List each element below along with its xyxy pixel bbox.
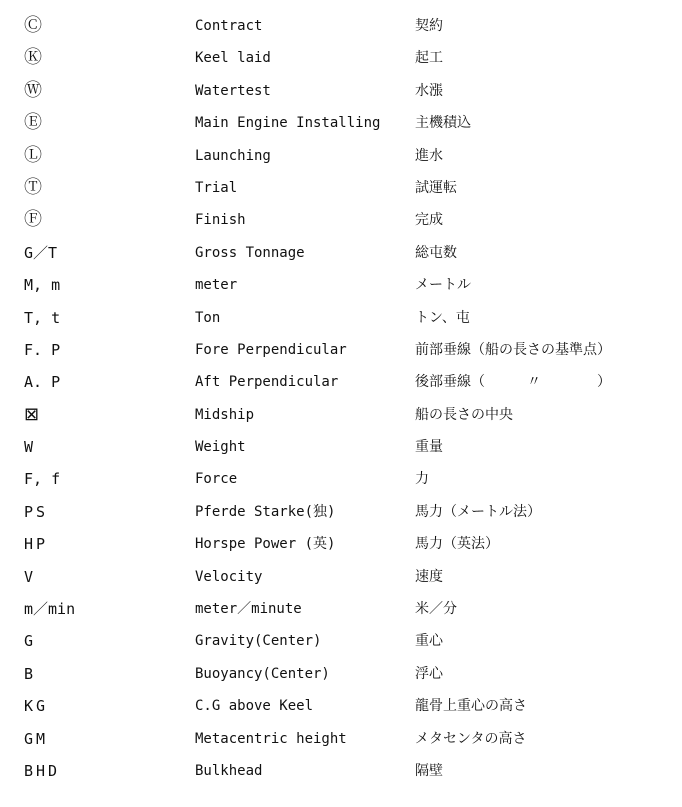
japanese-term-cell: 力 bbox=[415, 471, 429, 488]
japanese-term-cell: 米／分 bbox=[415, 601, 457, 618]
english-term-cell: Finish bbox=[195, 212, 246, 229]
symbol-cell: Ⓣ bbox=[24, 176, 42, 198]
table-row bbox=[0, 334, 682, 366]
symbol-cell: BHD bbox=[24, 761, 61, 780]
symbol-cell: KG bbox=[24, 697, 49, 716]
english-term-cell: Gravity(Center) bbox=[195, 633, 322, 650]
english-term-cell: Gross Tonnage bbox=[195, 244, 305, 261]
symbol-cell: A. P bbox=[24, 373, 61, 392]
symbol-cell: PS bbox=[24, 502, 49, 521]
symbol-cell: GM bbox=[24, 729, 49, 748]
symbol-cell: m／min bbox=[24, 600, 76, 619]
english-term-cell: Velocity bbox=[195, 568, 263, 585]
table-row bbox=[0, 658, 682, 690]
japanese-term-cell: 主機積込 bbox=[415, 115, 471, 132]
table-row bbox=[0, 723, 682, 755]
symbol-cell: ⊠ bbox=[24, 403, 40, 425]
japanese-term-cell: 浮心 bbox=[415, 665, 443, 682]
english-term-cell: Metacentric height bbox=[195, 730, 347, 747]
symbol-cell: Ⓒ bbox=[24, 15, 42, 36]
japanese-term-cell: 船の長さの中央 bbox=[415, 406, 513, 423]
table-row bbox=[0, 496, 682, 528]
japanese-term-cell: 試運転 bbox=[415, 179, 457, 196]
symbol-cell: B bbox=[24, 664, 34, 683]
table-row bbox=[0, 42, 682, 74]
japanese-term-cell: 重心 bbox=[415, 633, 443, 650]
symbol-cell: W bbox=[24, 438, 34, 457]
english-term-cell: meter bbox=[195, 277, 238, 294]
symbol-cell: Ⓛ bbox=[24, 144, 42, 166]
table-row bbox=[0, 431, 682, 463]
symbol-cell: V bbox=[24, 567, 34, 586]
japanese-term-cell: トン、屯 bbox=[415, 309, 470, 326]
japanese-term-cell: 完成 bbox=[415, 212, 443, 229]
symbol-cell: F, f bbox=[24, 470, 61, 489]
english-term-cell: Main Engine Installing bbox=[195, 115, 381, 132]
table-row bbox=[0, 690, 682, 722]
symbol-cell: Ⓚ bbox=[24, 47, 42, 69]
english-term-cell: Aft Perpendicular bbox=[195, 374, 339, 391]
symbol-cell: Ⓔ bbox=[24, 112, 42, 134]
japanese-term-cell: 後部垂線（ 〃 ） bbox=[415, 374, 611, 391]
table-row bbox=[0, 366, 682, 398]
english-term-cell: Midship bbox=[195, 406, 255, 423]
table-row bbox=[0, 528, 682, 560]
english-term-cell: C.G above Keel bbox=[195, 698, 314, 715]
table-row bbox=[0, 399, 682, 431]
symbol-cell: T, t bbox=[24, 308, 61, 327]
table-row bbox=[0, 237, 682, 269]
abbreviation-table bbox=[0, 10, 682, 787]
symbol-cell: G／T bbox=[24, 243, 58, 262]
japanese-term-cell: 総屯数 bbox=[415, 244, 457, 261]
japanese-term-cell: 馬力（英法） bbox=[415, 536, 499, 553]
symbol-cell: Ⓕ bbox=[24, 209, 42, 231]
english-term-cell: Pferde Starke(独) bbox=[195, 503, 336, 520]
table-row bbox=[0, 755, 682, 787]
english-term-cell: Force bbox=[195, 471, 238, 488]
symbol-cell: Ⓦ bbox=[24, 79, 42, 101]
table-row bbox=[0, 172, 682, 204]
table-row bbox=[0, 463, 682, 495]
english-term-cell: Trial bbox=[195, 179, 238, 196]
english-term-cell: Contract bbox=[195, 18, 263, 34]
japanese-term-cell: 隔壁 bbox=[415, 762, 443, 779]
table-row bbox=[0, 625, 682, 657]
japanese-term-cell: 進水 bbox=[415, 147, 443, 164]
symbol-cell: M, m bbox=[24, 276, 61, 295]
japanese-term-cell: 重量 bbox=[415, 439, 443, 456]
symbol-cell: F. P bbox=[24, 340, 61, 359]
japanese-term-cell: 起工 bbox=[415, 50, 443, 67]
english-term-cell: Ton bbox=[195, 309, 221, 326]
japanese-term-cell: メートル bbox=[415, 277, 471, 294]
english-term-cell: Bulkhead bbox=[195, 762, 263, 779]
table-row bbox=[0, 204, 682, 236]
english-term-cell: Horspe Power (英) bbox=[195, 536, 336, 553]
japanese-term-cell: 速度 bbox=[415, 568, 443, 585]
table-row bbox=[0, 10, 682, 42]
english-term-cell: Buoyancy(Center) bbox=[195, 665, 330, 682]
english-term-cell: meter／minute bbox=[195, 601, 302, 618]
english-term-cell: Weight bbox=[195, 439, 246, 456]
japanese-term-cell: 水漲 bbox=[415, 82, 443, 99]
english-term-cell: Fore Perpendicular bbox=[195, 341, 347, 358]
symbol-cell: G bbox=[24, 632, 34, 651]
table-row bbox=[0, 593, 682, 625]
table-row bbox=[0, 75, 682, 107]
japanese-term-cell: メタセンタの高さ bbox=[415, 730, 527, 747]
japanese-term-cell: 前部垂線（船の長さの基準点） bbox=[415, 341, 611, 358]
table-row bbox=[0, 269, 682, 301]
english-term-cell: Watertest bbox=[195, 82, 271, 99]
english-term-cell: Keel laid bbox=[195, 50, 271, 67]
table-row bbox=[0, 140, 682, 172]
japanese-term-cell: 龍骨上重心の高さ bbox=[415, 698, 527, 715]
table-row bbox=[0, 107, 682, 139]
symbol-cell: HP bbox=[24, 535, 49, 554]
table-row bbox=[0, 302, 682, 334]
japanese-term-cell: 馬力（メートル法） bbox=[415, 503, 541, 520]
japanese-term-cell: 契約 bbox=[415, 18, 443, 34]
table-row bbox=[0, 561, 682, 593]
english-term-cell: Launching bbox=[195, 147, 271, 164]
